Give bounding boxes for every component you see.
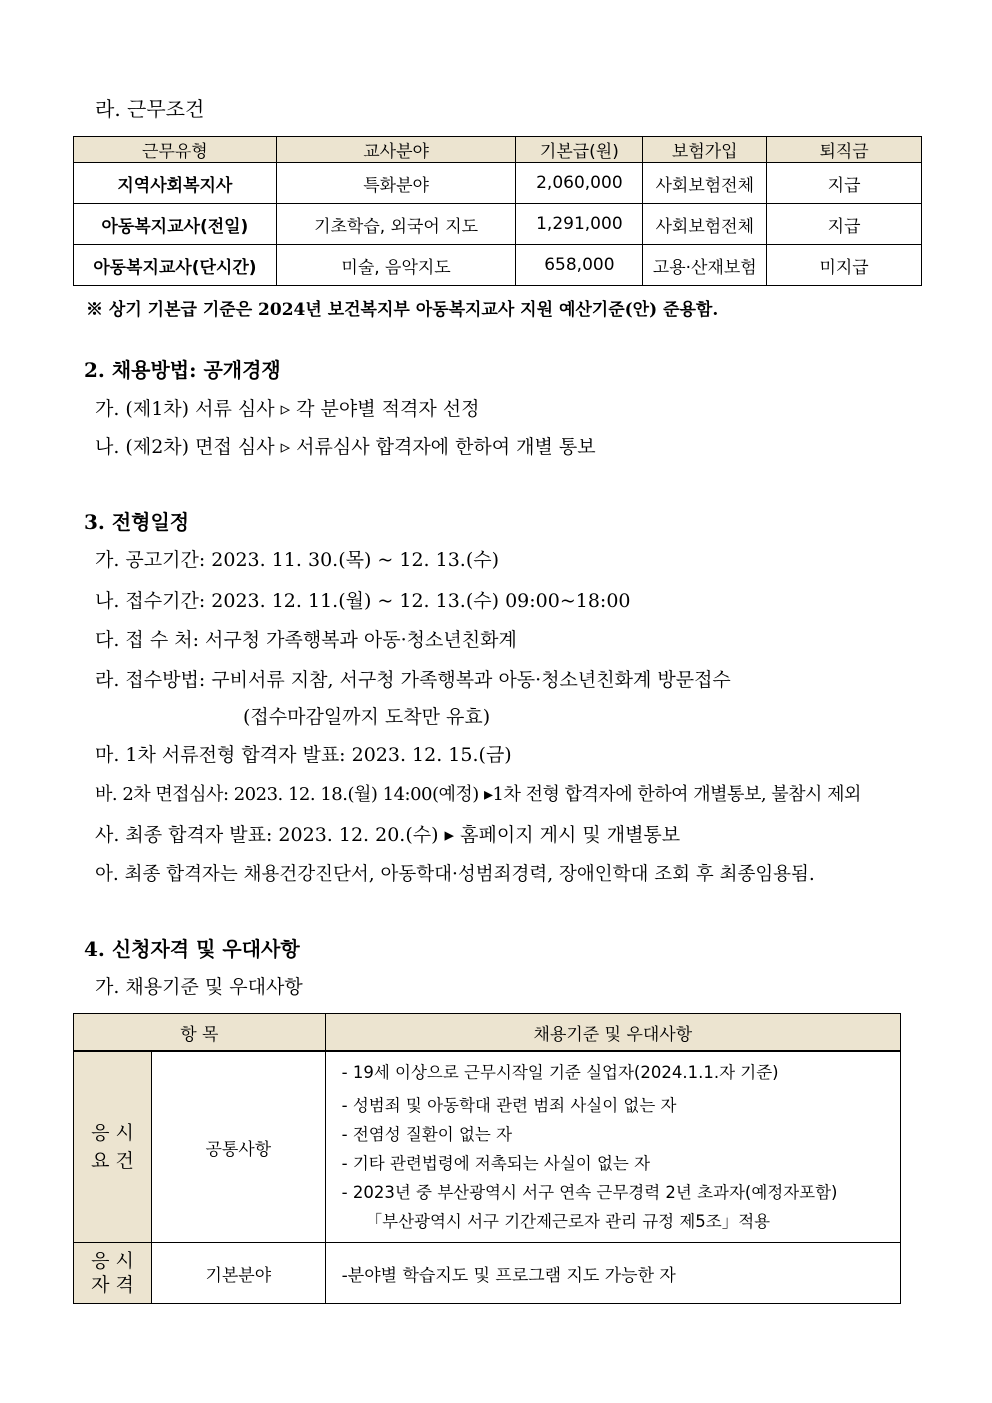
schedule-item: 나. 접수기간: 2023. 12. 11.(월) ~ 12. 13.(수) 09:00~18:00 — [95, 590, 631, 612]
section2-item: 가. (제1차) 서류 심사 ▹ 각 분야별 적격자 선정 — [95, 398, 480, 420]
cell-type: 아동복지교사(전일) — [74, 204, 277, 245]
pay-basis-note: ※ 상기 기본급 기준은 2024년 보건복지부 아동복지교사 지원 예산기준(안) 준용함. — [86, 300, 719, 320]
conditions-table — [73, 136, 922, 286]
col-header: 근무유형 — [74, 137, 277, 163]
schedule-item: 아. 최종 합격자는 채용건강진단서, 아동학대·성범죄경력, 장애인학대 조회 후 최종임용됨. — [95, 864, 815, 885]
schedule-item: 사. 최종 합격자 발표: 2023. 12. 20.(수) ▸ 홈페이지 게시 및 개별통보 — [95, 824, 681, 846]
criteria-text: -분야별 학습지도 및 프로그램 지도 가능한 자 — [325, 1243, 900, 1304]
section2-heading: 2. 채용방법: 공개경쟁 — [84, 358, 281, 382]
group-label: 응 시 자 격 — [74, 1243, 152, 1304]
cell-pay: 1,291,000 — [516, 204, 643, 245]
schedule-item-continuation: (접수마감일까지 도착만 유효) — [243, 706, 491, 728]
cell-type: 아동복지교사(단시간) — [74, 245, 277, 286]
cell-pay: 2,060,000 — [516, 163, 643, 204]
col-header-criteria: 채용기준 및 우대사항 — [325, 1014, 900, 1052]
table-row — [74, 163, 922, 204]
cell-severance: 미지급 — [767, 245, 922, 286]
col-header: 퇴직금 — [767, 137, 922, 163]
cell-field: 특화분야 — [276, 163, 516, 204]
criteria-line: - 19세 이상으로 근무시작일 기준 실업자(2024.1.1.자 기준) — [341, 1063, 779, 1082]
table-row — [74, 245, 922, 286]
cell-severance: 지급 — [767, 163, 922, 204]
criteria-line: - 성범죄 및 아동학대 관련 범죄 사실이 없는 자 — [341, 1096, 677, 1115]
criteria-line: - 2023년 중 부산광역시 서구 연속 근무경력 2년 초과자(예정자포함) — [341, 1183, 838, 1202]
group-sub-label: 공통사항 — [151, 1051, 325, 1243]
cell-insurance: 사회보험전체 — [643, 204, 767, 245]
schedule-item: 라. 접수방법: 구비서류 지참, 서구청 가족행복과 아동·청소년친화계 방문접수 — [95, 669, 731, 691]
criteria-header-row — [74, 1014, 901, 1052]
col-header: 보험가입 — [643, 137, 767, 163]
criteria-line: - 기타 관련법령에 저촉되는 사실이 없는 자 — [341, 1154, 651, 1173]
schedule-item: 가. 공고기간: 2023. 11. 30.(목) ~ 12. 13.(수) — [95, 549, 500, 571]
cell-pay: 658,000 — [516, 245, 643, 286]
col-header: 교사분야 — [276, 137, 516, 163]
criteria-line: - 전염성 질환이 없는 자 — [341, 1125, 513, 1144]
schedule-item: 마. 1차 서류전형 합격자 발표: 2023. 12. 15.(금) — [95, 744, 512, 766]
group-sub-label: 기본분야 — [151, 1243, 325, 1304]
criteria-list — [325, 1051, 900, 1243]
criteria-row-qualification — [74, 1243, 901, 1304]
criteria-line: 「부산광역시 서구 기간제근로자 관리 규정 제5조」적용 — [365, 1212, 771, 1231]
col-header: 기본급(원) — [516, 137, 643, 163]
group-label: 응 시 요 건 — [74, 1051, 152, 1243]
criteria-table — [73, 1013, 901, 1304]
section2-item: 나. (제2차) 면접 심사 ▹ 서류심사 합격자에 한하여 개별 통보 — [95, 436, 596, 458]
section4-heading: 4. 신청자격 및 우대사항 — [84, 937, 300, 961]
section3-heading: 3. 전형일정 — [84, 510, 190, 534]
cell-severance: 지급 — [767, 204, 922, 245]
schedule-item: 다. 접 수 처: 서구청 가족행복과 아동·청소년친화계 — [95, 629, 517, 651]
conditions-heading: 라. 근무조건 — [95, 97, 205, 121]
schedule-item: 바. 2차 면접심사: 2023. 12. 18.(월) 14:00(예정) ▸1차 전형 합격자에 한하여 개별통보, 불참시 제외 — [95, 784, 861, 805]
section4-subheading: 가. 채용기준 및 우대사항 — [95, 976, 303, 998]
table-row — [74, 204, 922, 245]
cell-insurance: 사회보험전체 — [643, 163, 767, 204]
cell-insurance: 고용·산재보험 — [643, 245, 767, 286]
cell-field: 미술, 음악지도 — [276, 245, 516, 286]
conditions-header-row — [74, 137, 922, 163]
cell-field: 기초학습, 외국어 지도 — [276, 204, 516, 245]
col-header-item: 항 목 — [74, 1014, 326, 1052]
cell-type: 지역사회복지사 — [74, 163, 277, 204]
criteria-row-requirements — [74, 1051, 901, 1243]
